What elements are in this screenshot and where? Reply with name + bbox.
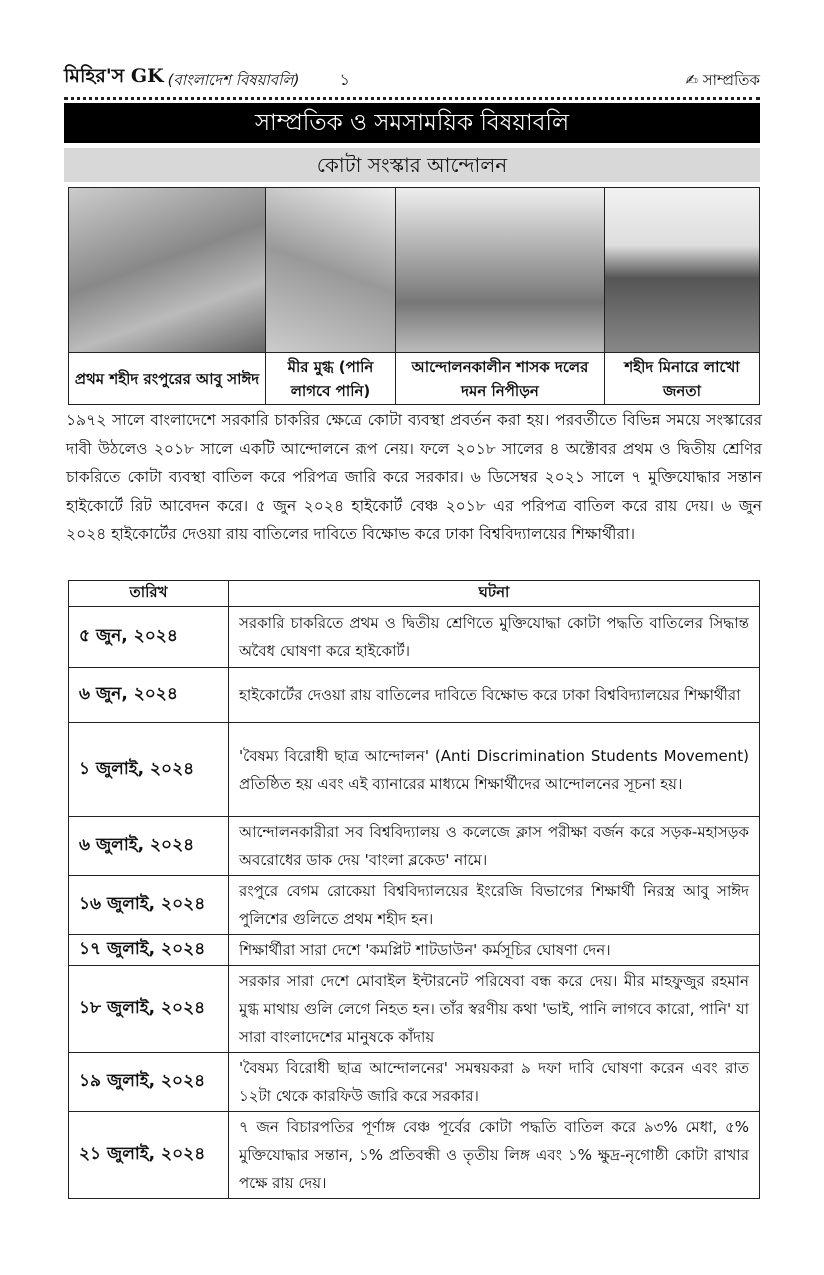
page-number: ১ <box>339 70 350 89</box>
table-row <box>69 668 760 723</box>
table-row <box>69 607 760 668</box>
table-row <box>69 876 760 935</box>
table-row <box>69 1053 760 1112</box>
photo-caption: প্রথম শহীদ রংপুরের আবু সাঈদ <box>69 353 266 405</box>
event-date: ২১ জুলাই, ২০২৪ <box>69 1112 229 1199</box>
event-description: আন্দোলনকারীরা সব বিশ্ববিদ্যালয় ও কলেজে ক্লাস পরীক্ষা বর্জন করে সড়ক-মহাসড়ক অবরোধের ডাক দেয় 'বাংলা ব্লকেড' নামে। <box>229 817 760 876</box>
photo-mir-mugdho <box>266 188 395 352</box>
intro-paragraph: ১৯৭২ সালে বাংলাদেশে সরকারি চাকরির ক্ষেত্রে কোটা ব্যবস্থা প্রবর্তন করা হয়। পরবর্তীতে বিভিন্ন সময়ে সংস্কারের দাবী উঠলেও ২০১৮ সালে একটি আন্দোলনে রূপ নেয়। ফলে ২০১৮ সালের ৪ অক্টোবর প্রথম ও দ্বিতীয় শ্রেণির চাকরিতে কোটা ব্যবস্থা বাতিল করে পরিপত্র জারি করে সরকার। ৬ ডিসেম্বর ২০২১ সালে ৭ মুক্তিযোদ্ধার সন্তান হাইকোর্টে রিট আবেদন করে। ৫ জুন ২০২৪ হাইকোর্ট বেঞ্চ ২০১৮ এর পরিপত্র বাতিল করে রায় দেয়। ৬ জুন ২০২৪ হাইকোর্টের দেওয়া রায় বাতিলের দাবিতে বিক্ষোভ করে ঢাকা বিশ্ববিদ্যালয়ের শিক্ষার্থীরা। <box>66 411 762 543</box>
table-row <box>69 1112 760 1199</box>
event-date: ১৬ জুলাই, ২০২৪ <box>69 876 229 935</box>
event-date: ১৮ জুলাই, ২০২৪ <box>69 966 229 1053</box>
table-row <box>69 817 760 876</box>
event-description: রংপুরে বেগম রোকেয়া বিশ্ববিদ্যালয়ের ইংরেজি বিভাগের শিক্ষার্থী নিরস্ত্র আবু সাঈদ পুলিশের গুলিতে প্রথম শহীদ হন। <box>229 876 760 935</box>
table-row <box>69 935 760 966</box>
event-description: শিক্ষার্থীরা সারা দেশে 'কমপ্লিট শাটডাউন' কর্মসূচির ঘোষণা দেন। <box>229 935 760 966</box>
book-brand: মিহির'স GK <box>64 65 164 87</box>
photo-caption: মীর মুগ্ধ (পানি লাগবে পানি) <box>266 353 396 405</box>
section-label: ✍ সাম্প্রতিক <box>685 71 760 89</box>
photo-abu-sayeed <box>69 188 265 352</box>
event-date: ৫ জুন, ২০২৪ <box>69 607 229 668</box>
photo-repression <box>396 188 604 352</box>
event-description: 'বৈষম্য বিরোধী ছাত্র আন্দোলন' (Anti Discrimination Students Movement) প্রতিষ্ঠিত হয় এবং এই ব্যানারের মাধ্যমে শিক্ষার্থীদের আন্দোলনের সূচনা হয়। <box>229 723 760 817</box>
event-description: হাইকোর্টের দেওয়া রায় বাতিলের দাবিতে বিক্ষোভ করে ঢাকা বিশ্ববিদ্যালয়ের শিক্ষার্থীরা <box>229 668 760 723</box>
chapter-title: সাম্প্রতিক ও সমসাময়িক বিষয়াবলি <box>64 103 760 143</box>
photo-gallery <box>68 187 760 405</box>
book-subtitle: (বাংলাদেশ বিষয়াবলি) <box>167 71 300 89</box>
event-date: ১৭ জুলাই, ২০২৪ <box>69 935 229 966</box>
photo-shaheed-minar <box>605 188 759 352</box>
event-date: ৬ জুলাই, ২০২৪ <box>69 817 229 876</box>
column-header-date: তারিখ <box>69 581 229 607</box>
events-table <box>68 580 760 1199</box>
event-date: ১৯ জুলাই, ২০২৪ <box>69 1053 229 1112</box>
event-description: 'বৈষম্য বিরোধী ছাত্র আন্দোলনের' সমন্বয়করা ৯ দফা দাবি ঘোষণা করেন এবং রাত ১২টা থেকে কারফিউ জারি করে সরকার। <box>229 1053 760 1112</box>
event-description: ৭ জন বিচারপতির পূর্ণাঙ্গ বেঞ্চ পূর্বের কোটা পদ্ধতি বাতিল করে ৯৩% মেধা, ৫% মুক্তিযোদ্ধার সন্তান, ১% প্রতিবন্ধী ও তৃতীয় লিঙ্গ এবং ১% ক্ষুদ্র-নৃগোষ্ঠী কোটা রাখার পক্ষে রায় দেয়। <box>229 1112 760 1199</box>
photo-caption: আন্দোলনকালীন শাসক দলের দমন নিপীড়ন <box>396 353 605 405</box>
event-description: সরকার সারা দেশে মোবাইল ইন্টারনেট পরিষেবা বন্ধ করে দেয়। মীর মাহফুজুর রহমান মুগ্ধ মাথায় গুলি লেগে নিহত হন। তাঁর স্বরণীয় কথা 'ভাই, পানি লাগবে কারো, পানি' যা সারা বাংলাদেশের মানুষকে কাঁদায় <box>229 966 760 1053</box>
table-row <box>69 966 760 1053</box>
page-header <box>64 65 760 100</box>
column-header-event: ঘটনা <box>229 581 760 607</box>
table-row <box>69 723 760 817</box>
topic-title: কোটা সংস্কার আন্দোলন <box>64 148 760 182</box>
event-date: ৬ জুন, ২০২৪ <box>69 668 229 723</box>
event-date: ১ জুলাই, ২০২৪ <box>69 723 229 817</box>
photo-caption: শহীদ মিনারে লাখো জনতা <box>605 353 760 405</box>
event-description: সরকারি চাকরিতে প্রথম ও দ্বিতীয় শ্রেণিতে মুক্তিযোদ্ধা কোটা পদ্ধতি বাতিলের সিদ্ধান্ত অবৈধ ঘোষণা করে হাইকোর্ট। <box>229 607 760 668</box>
